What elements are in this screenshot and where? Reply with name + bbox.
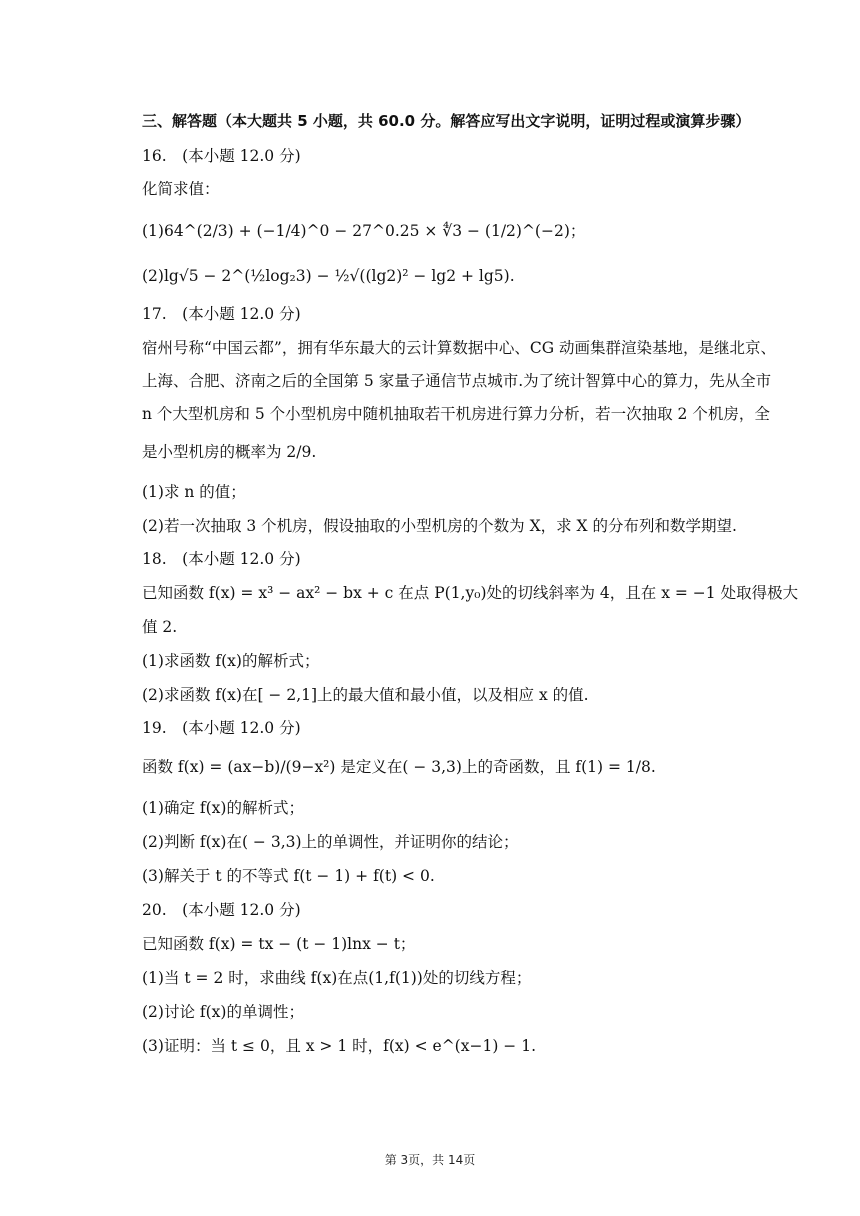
q20-line1: 已知函数 f(x) = tx − (t − 1)lnx − t； xyxy=(142,935,416,953)
q17-line4: 是小型机房的概率为 2/9. xyxy=(142,443,317,461)
q20-part2: (2)讨论 f(x)的单调性； xyxy=(142,1003,304,1021)
q19-line1: 函数 f(x) = (ax−b)/(9−x²) 是定义在( − 3,3)上的奇函数，且 f(1) = 1/8. xyxy=(142,758,656,776)
page-footer: 第 3页，共 14页 xyxy=(384,1153,476,1167)
q19-part3: (3)解关于 t 的不等式 f(t − 1) + f(t) < 0. xyxy=(142,867,435,885)
q18-part1: (1)求函数 f(x)的解析式； xyxy=(142,652,320,670)
q16-part1: (1)64^(2/3) + (−1/4)^0 − 27^0.25 × ∜3 − (1/2)^(−2)； xyxy=(142,222,586,240)
q20-header: 20. (本小题 12.0 分) xyxy=(142,901,301,919)
q17-header: 17. (本小题 12.0 分) xyxy=(142,305,301,323)
q17-line1: 宿州号称“中国云都”，拥有华东最大的云计算数据中心、CG 动画集群渲染基地，是继北京、 xyxy=(142,339,777,357)
section-title: 三、解答题（本大题共 5 小题，共 60.0 分。解答应写出文字说明，证明过程或演算步骤） xyxy=(142,112,751,130)
q16-intro: 化简求值： xyxy=(142,180,220,198)
q18-line2: 值 2. xyxy=(142,618,178,636)
q16-part2: (2)lg√5 − 2^(½log₂3) − ½√((lg2)² − lg2 + lg5). xyxy=(142,267,515,285)
q19-header: 19. (本小题 12.0 分) xyxy=(142,719,301,737)
q17-line2: 上海、合肥、济南之后的全国第 5 家量子通信节点城市.为了统计智算中心的算力，先从全市 xyxy=(142,372,772,390)
q17-part1: (1)求 n 的值； xyxy=(142,483,246,501)
q18-part2: (2)求函数 f(x)在[ − 2,1]上的最大值和最小值，以及相应 x 的值. xyxy=(142,686,589,704)
q20-part1: (1)当 t = 2 时，求曲线 f(x)在点(1,f(1))处的切线方程； xyxy=(142,969,532,987)
q19-part1: (1)确定 f(x)的解析式； xyxy=(142,799,304,817)
q17-part2: (2)若一次抽取 3 个机房，假设抽取的小型机房的个数为 X，求 X 的分布列和数学期望. xyxy=(142,517,737,535)
q17-line3: n 个大型机房和 5 个小型机房中随机抽取若干机房进行算力分析，若一次抽取 2 个机房，全 xyxy=(142,405,770,423)
q19-part2: (2)判断 f(x)在( − 3,3)上的单调性，并证明你的结论； xyxy=(142,833,519,851)
q20-part3: (3)证明：当 t ≤ 0，且 x > 1 时，f(x) < e^(x−1) − 1. xyxy=(142,1037,537,1055)
q18-header: 18. (本小题 12.0 分) xyxy=(142,550,301,568)
q16-header: 16. (本小题 12.0 分) xyxy=(142,147,301,165)
q18-line1: 已知函数 f(x) = x³ − ax² − bx + c 在点 P(1,y₀)处的切线斜率为 4，且在 x = −1 处取得极大 xyxy=(142,584,799,602)
